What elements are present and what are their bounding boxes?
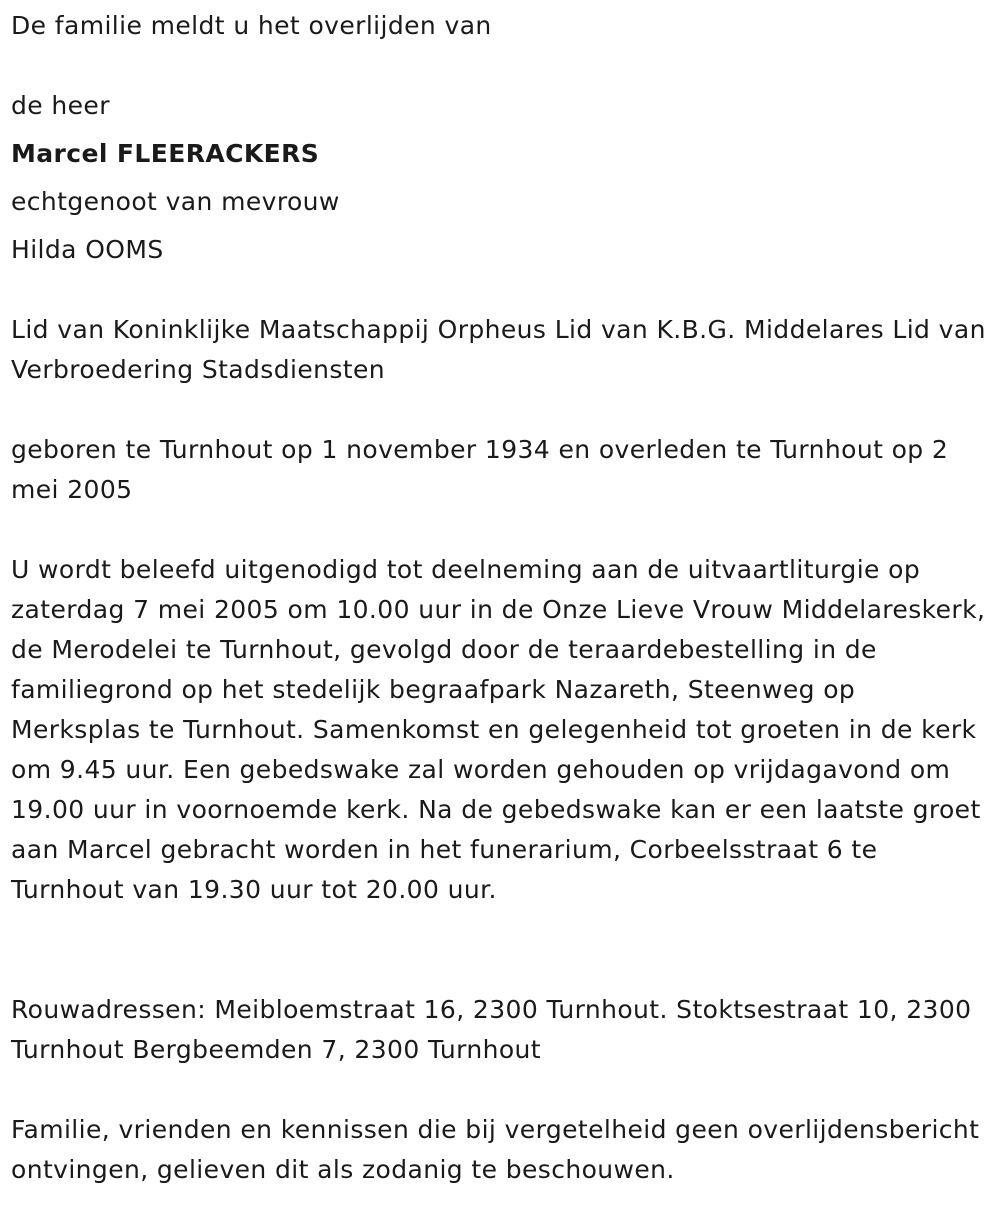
memberships-text: Lid van Koninklijke Maatschappij Orpheus Lid van K.B.G. Middelares Lid van Verbroedering Stadsdiensten [11,315,986,384]
title-prefix: de heer [11,91,110,120]
spouse-name: Hilda OOMS [11,235,164,264]
deceased-name: Marcel FLEERACKERS [11,139,320,168]
life-dates-text: geboren te Turnhout op 1 november 1934 en overleden te Turnhout op 2 mei 2005 [11,435,949,504]
mourning-addresses-text: Rouwadressen: Meibloemstraat 16, 2300 Turnhout. Stoktsestraat 10, 2300 Turnhout Bergbeemden 7, 2300 Turnhout [11,995,972,1064]
spouse-label: echtgenoot van mevrouw [11,187,340,216]
closing-note-text: Familie, vrienden en kennissen die bij vergetelheid geen overlijdensbericht ontvingen, gelieven dit als zodanig te beschouwen. [11,1115,980,1184]
funeral-details-text: U wordt beleefd uitgenodigd tot deelneming aan de uitvaartliturgie op zaterdag 7 mei 2005 om 10.00 uur in de Onze Lieve Vrouw Middelareskerk, de Merodelei te Turnhout, gevolgd door de teraardebestelling in de familiegrond op het stedelijk begraafpark Nazareth, Steenweg op Merksplas te Turnhout. Samenkomst en gelegenheid tot groeten in de kerk om 9.45 uur. Een gebedswake zal worden gehouden op vrijdagavond om 19.00 uur in voornoemde kerk. Na de gebedswake kan er een laatste groet aan Marcel gebracht worden in het funerarium, Corbeelsstraat 6 te Turnhout van 19.30 uur tot 20.00 uur. [11,555,986,904]
intro-text: De familie meldt u het overlijden van [11,11,492,40]
